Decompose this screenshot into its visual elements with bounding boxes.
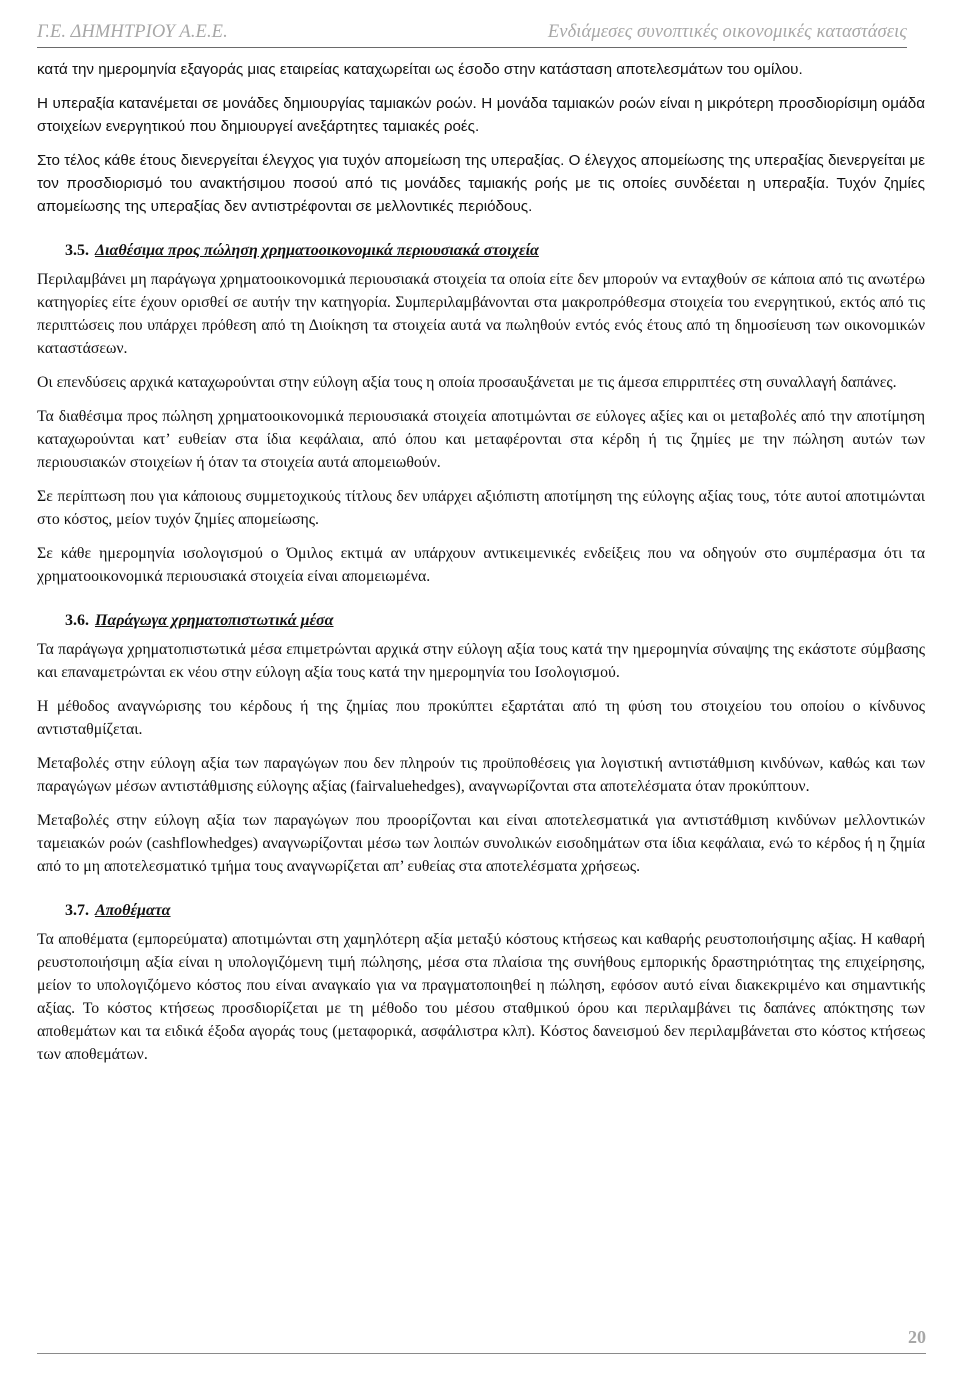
document-body	[37, 58, 925, 1066]
section-3-6-paragraph-3: Μεταβολές στην εύλογη αξία των παραγώγων που δεν πληρούν τις προϋποθέσεις για λογιστική αντιστάθμιση κινδύνων, καθώς και των παραγώγων μέσων αντιστάθμισης εύλογης αξίας (fairvaluehedges), αναγνωρίζονται στα αποτελέσματα όταν προκύπτουν.	[37, 755, 925, 795]
section-3-5-paragraph-1: Περιλαμβάνει μη παράγωγα χρηματοοικονομικά περιουσιακά στοιχεία τα οποία είτε δεν μπορούν να ενταχθούν σε κάποια από τις ανωτέρω κατηγορίες είτε έχουν ορισθεί σε αυτήν την κατηγορία. Συμπεριλαμβάνονται στα μακροπρόθεσμα στοιχεία του ενεργητικού, εκτός από τις περιπτώσεις που υπάρχει πρόθεση από τη Διοίκηση τα στοιχεία αυτά να πωληθούν εντός ενός έτους από τη δημοσίευση των οικονομικών καταστάσεων.	[37, 271, 925, 357]
section-3-5-title: Διαθέσιμα προς πώληση χρηματοοικονομικά περιουσιακά στοιχεία	[95, 242, 539, 259]
section-3-6-paragraph-1: Τα παράγωγα χρηματοπιστωτικά μέσα επιμετρώνται αρχικά στην εύλογη αξία τους κατά την ημερομηνία σύναψης της εκάστοτε σύμβασης και επαναμετρώνται εκ νέου στην εύλογη αξία τους κατά την ημερομηνία του Ισολογισμού.	[37, 641, 925, 681]
section-3-5-paragraph-5: Σε κάθε ημερομηνία ισολογισμού ο Όμιλος εκτιμά αν υπάρχουν αντικειμενικές ενδείξεις που να οδηγούν στο συμπέρασμα ότι τα χρηματοοικονομικά περιουσιακά στοιχεία είναι απομειωμένα.	[37, 545, 925, 585]
section-3-5-paragraph-4: Σε περίπτωση που για κάποιους συμμετοχικούς τίτλους δεν υπάρχει αξιόπιστη αποτίμηση της εύλογης αξίας τους, τότε αυτοί αποτιμώνται στο κόστος, μείον τυχόν ζημίες απομείωσης.	[37, 488, 925, 528]
section-3-6-paragraph-4: Μεταβολές στην εύλογη αξία των παραγώγων που προορίζονται και είναι αποτελεσματικά για αντιστάθμιση κινδύνων μελλοντικών ταμειακών ροών (cashflowhedges) αναγνωρίζονται μέσω των λοιπών συνολικών εισοδημάτων στα ίδια κεφάλαια, ενώ το κέρδος ή η ζημία από το μη αποτελεσματικό τμήμα τους αναγνωρίζεται απ’ ευθείας στα αποτελέσματα χρήσεως.	[37, 812, 925, 875]
section-3-5-number: 3.5.	[65, 242, 89, 259]
header-company-name: Γ.Ε. ΔΗΜΗΤΡΙΟΥ Α.Ε.Ε.	[37, 22, 228, 42]
intro-paragraph-1: κατά την ημερομηνία εξαγοράς μιας εταιρείας καταχωρείται ως έσοδο στην κατάσταση αποτελεσμάτων του ομίλου.	[37, 61, 803, 78]
page-header	[37, 18, 907, 48]
section-3-5-heading	[65, 240, 925, 262]
page-number: 20	[908, 1327, 926, 1347]
section-3-7-number: 3.7.	[65, 902, 89, 919]
section-3-6-heading	[65, 610, 925, 632]
section-3-5-paragraph-2: Οι επενδύσεις αρχικά καταχωρούνται στην εύλογη αξία τους η οποία προσαυξάνεται με τις άμεσα επιρριπτέες στη συναλλαγή δαπάνες.	[37, 374, 897, 391]
header-document-title: Ενδιάμεσες συνοπτικές οικονομικές καταστάσεις	[547, 22, 907, 42]
section-3-6-number: 3.6.	[65, 612, 89, 629]
section-3-6-paragraph-2: Η μέθοδος αναγνώρισης του κέρδους ή της ζημίας που προκύπτει εξαρτάται από τη φύση του στοιχείου του οποίου ο κίνδυνος αντισταθμίζεται.	[37, 698, 925, 738]
intro-paragraph-3: Στο τέλος κάθε έτους διενεργείται έλεγχος για τυχόν απομείωση της υπεραξίας. Ο έλεγχος απομείωσης της υπεραξίας διενεργείται με τον προσδιορισμό του ανακτήσιμου ποσού από τις μονάδες ταμιακής ροής με τις οποίες συνδέεται η υπεραξία. Τυχόν ζημίες απομείωσης της υπεραξίας δεν αντιστρέφονται σε μελλοντικές περιόδους.	[37, 152, 925, 215]
section-3-7-heading	[65, 900, 925, 922]
section-3-5-paragraph-3: Τα διαθέσιμα προς πώληση χρηματοοικονομικά περιουσιακά στοιχεία αποτιμώνται σε εύλογες αξίες και οι μεταβολές από την αποτίμηση καταχωρούνται κατ’ ευθείαν στα ίδια κεφάλαια, από όπου και μεταφέρονται στα κέρδη ή τις ζημίες με την πώληση αυτών των περιουσιακών στοιχείων ή όταν τα στοιχεία αυτά απομειωθούν.	[37, 408, 925, 471]
section-3-7-paragraph-1: Τα αποθέματα (εμπορεύματα) αποτιμώνται στη χαμηλότερη αξία μεταξύ κόστους κτήσεως και καθαρής ρευστοποιήσιμης αξίας. Η καθαρή ρευστοποιήσιμη αξία είναι η υπολογιζόμενη τιμή πώλησης, μέσα στα πλαίσια της συνήθους εμπορικής δραστηριότητας της επιχείρησης, μείον το υπολογιζόμενο κόστος που είναι αναγκαίο για να πραγματοποιηθεί η πώληση, εφόσον αυτό είναι διακεκριμένο και σημαντικής αξίας. Το κόστος κτήσεως προσδιορίζεται με τη μέθοδο του μέσου σταθμικού όρου και περιλαμβάνει τις δαπάνες απόκτησης των αποθεμάτων και τα ειδικά έξοδα αγοράς τους (μεταφορικά, ασφάλιστρα κλπ). Κόστος δανεισμού δεν περιλαμβάνεται στο κόστος κτήσεως των αποθεμάτων.	[37, 931, 925, 1063]
footer-divider	[37, 1353, 926, 1354]
section-3-6-title: Παράγωγα χρηματοπιστωτικά μέσα	[95, 612, 334, 629]
section-3-7-title: Αποθέματα	[95, 902, 171, 919]
intro-paragraph-2: Η υπεραξία κατανέμεται σε μονάδες δημιουργίας ταμιακών ροών. Η μονάδα ταμιακών ροών είναι η μικρότερη προσδιορίσιμη ομάδα στοιχείων ενεργητικού που δημιουργεί ανεξάρτητες ταμιακές ροές.	[37, 95, 925, 135]
